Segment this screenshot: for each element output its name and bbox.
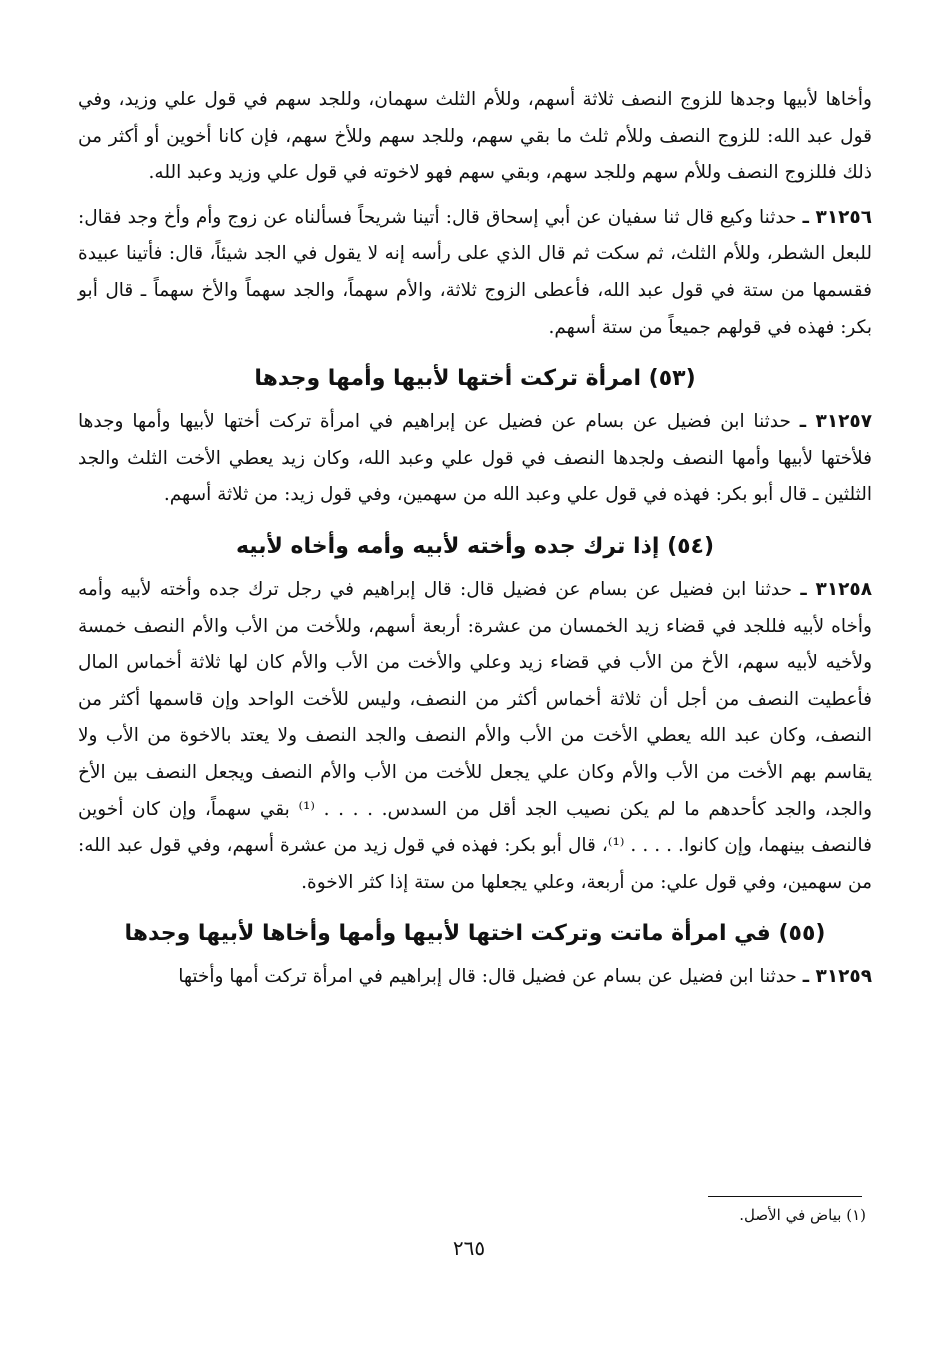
hadith-number: ٣١٢٥٨ ـ — [800, 578, 872, 600]
paragraph-hadith-31258: ٣١٢٥٨ ـ حدثنا ابن فضيل عن بسام عن فضيل قال: قال إبراهيم في رجل ترك جده وأخته لأبيه وأمه وأخاه لأبيه فللجد في قضاء زيد الخمسان من عشرة: أربعة أسهم، وللأخت من الأب والأم النصف خمسة ولأخيه لأبيه سهم، الأخ من الأب في قضاء زيد وعلي والأخت من الأب والأم كان لها ثلاثة أخماس المال فأعطيت النصف من أجل أن ثلاثة أخماس أكثر من النصف، وليس للأخت الواحد وإن قاسمها أكثر من النصف، وكان عبد الله يعطي الأخت من الأب والأم النصف والجد النصف ولا يعتد بالاخوة من الأب ولا يقاسم بهم الأخت من الأب والأم وكان علي يجعل للأخت من الأب والأم النصف ويجعل النصف بين الأخ والجد، والجد كأحدهم ما لم يكن نصيب الجد أقل من السدس. . . . . ⁽¹⁾ بقي سهماً، وإن كان أخوين فالنصف بينهما، وإن كانوا. . . . . ⁽¹⁾، قال أبو بكر: فهذه في قول زيد من عشرة أسهم، وفي قول عبد الله: من سهمين، وفي قول علي: من أربعة، وعلي يجعلها من ستة إذا كثر الاخوة. — [78, 578, 872, 893]
footnote-separator — [708, 1196, 862, 1197]
section-heading-54: (٥٤) إذا ترك جده وأخته لأبيه وأمه وأخاه لأبيه — [235, 533, 715, 559]
page-body — [78, 82, 872, 996]
page-number: ٢٦٥ — [452, 1236, 486, 1260]
paragraph-hadith-31256: ٣١٢٥٦ ـ حدثنا وكيع قال ثنا سفيان عن أبي إسحاق قال: أتينا شريحاً فسألناه عن زوج وأم وأخ وجد فقال: للبعل الشطر، وللأم الثلث، ثم سكت ثم قال الذي على رأسه إنه لا يقول في الجد شيئاً، قال: فأتينا عبيدة فقسمها من ستة في قول عبد الله، فأعطى الزوج ثلاثة، والأم سهماً، والجد سهماً والأخ سهماً ـ قال أبو بكر: فهذه في قولهم جميعاً من ستة أسهم. — [78, 206, 872, 338]
paragraph-hadith-31257: ٣١٢٥٧ ـ حدثنا ابن فضيل عن بسام عن فضيل عن إبراهيم في امرأة تركت أختها لأبيها وأمها وجدها فلأختها لأبيها وأمها النصف ولجدها النصف في قول علي وعبد الله، وكان زيد يعطي الأخت الثلث والجد الثلثين ـ قال أبو بكر: فهذه في قول علي وعبد الله من سهمين، وفي قول زيد: من ثلاثة أسهم. — [78, 411, 872, 506]
footnote: (١) بياض في الأصل. — [739, 1206, 866, 1224]
hadith-number: ٣١٢٥٩ ـ — [802, 966, 872, 988]
paragraph-hadith-31259: ٣١٢٥٩ ـ حدثنا ابن فضيل عن بسام عن فضيل قال: قال إبراهيم في امرأة تركت أمها وأختها — [178, 966, 872, 988]
hadith-number: ٣١٢٥٧ ـ — [799, 411, 872, 433]
section-heading-53: (٥٣) امرأة تركت أختها لأبيها وأمها وجدها — [254, 366, 696, 392]
section-heading-55: (٥٥) في امرأة ماتت وتركت اختها لأبيها وأمها وأخاها لأبيها وجدها — [124, 921, 826, 947]
hadith-number: ٣١٢٥٦ ـ — [802, 206, 872, 228]
paragraph-continuation: وأخاها لأبيها وجدها للزوج النصف ثلاثة أسهم، وللأم الثلث سهمان، وللجد سهم في قول علي وزيد، وفي قول عبد الله: للزوج النصف وللأم ثلث ما بقي سهم، وللجد سهم وللأخ سهم، فإن كانا أخوين أو أكثر من ذلك فللزوج النصف وللأم سهم وللجد سهم، وبقي سهم فهو لاخوته في قول علي وزيد وعبد الله. — [78, 89, 872, 184]
